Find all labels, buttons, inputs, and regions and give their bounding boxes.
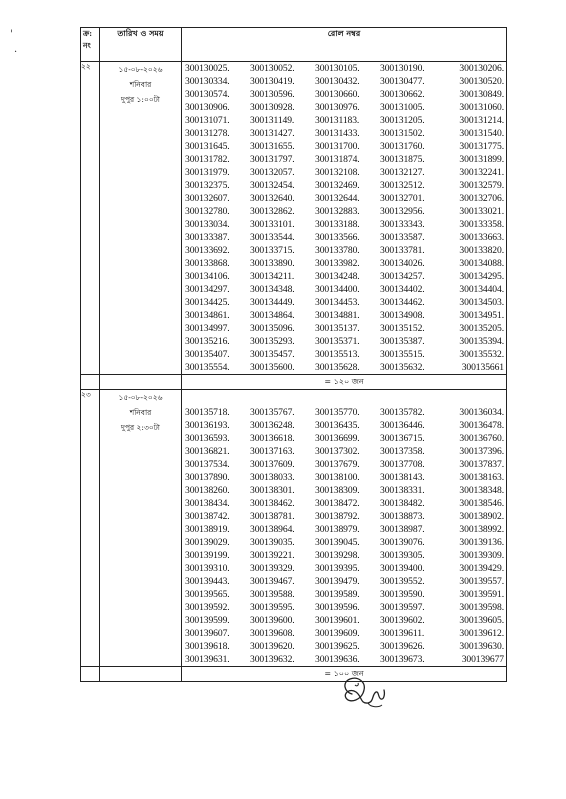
roll-number: 300132512.: [380, 180, 425, 191]
total-count: = ১০০ জন: [182, 667, 507, 682]
roll-number: 300131797.: [250, 154, 295, 165]
roll-number: 300139045.: [315, 537, 360, 548]
roll-number: 300139076.: [380, 537, 425, 548]
empty-cell: [81, 375, 100, 390]
roll-number: 300132701.: [380, 193, 425, 204]
roll-number: 300130334.: [185, 76, 230, 87]
roll-number: 300139609.: [315, 628, 360, 639]
roll-number: 300139677: [461, 654, 504, 665]
exam-datetime: [100, 390, 182, 667]
roll-number: 300131782.: [185, 154, 230, 165]
roll-number: 300138546.: [459, 498, 504, 509]
roll-number: 300130419.: [250, 76, 295, 87]
roll-number: 300135515.: [380, 349, 425, 360]
empty-cell: [100, 667, 182, 682]
roll-number: 300139310.: [185, 563, 230, 574]
scan-mark: ': [10, 29, 13, 40]
roll-number: 300139632.: [250, 654, 295, 665]
roll-number: 300139035.: [250, 537, 295, 548]
exam-time: দুপুর ১:০০টা: [121, 95, 160, 104]
roll-number: 300135513.: [315, 349, 360, 360]
roll-number: 300138919.: [185, 524, 230, 535]
roll-number: 300139443.: [185, 576, 230, 587]
table-header-row: [81, 28, 507, 62]
roll-number: 300133358.: [459, 219, 504, 230]
roll-number: 300136034.: [459, 407, 504, 418]
header-serial: ক্র: নং: [81, 28, 100, 62]
roll-number: 300139305.: [380, 550, 425, 561]
roll-number: 300136715.: [380, 433, 425, 444]
roll-number: 300139599.: [185, 615, 230, 626]
roll-number: 300133343.: [380, 219, 425, 230]
roll-number: 300131874.: [315, 154, 360, 165]
roll-number: 300132579.: [459, 180, 504, 191]
roll-number: 300137358.: [380, 446, 425, 457]
roll-number: 300130660.: [315, 89, 360, 100]
roll-number: 300135628.: [315, 362, 360, 373]
roll-number: 300137837.: [459, 459, 504, 470]
roll-number: 300136193.: [185, 420, 230, 431]
total-row: [81, 667, 507, 682]
roll-number: 300133034.: [185, 219, 230, 230]
roll-number: 300138979.: [315, 524, 360, 535]
roll-number: 300131149.: [250, 115, 295, 126]
roll-number: 300139600.: [250, 615, 295, 626]
roll-number: 300134295.: [459, 271, 504, 282]
roll-number: 300137708.: [380, 459, 425, 470]
roll-number: 300132644.: [315, 193, 360, 204]
roll-number: 300139029.: [185, 537, 230, 548]
roll-number: 300138964.: [250, 524, 295, 535]
roll-number: 300139618.: [185, 641, 230, 652]
roll-number: 300139673.: [380, 654, 425, 665]
roll-number: 300132862.: [250, 206, 295, 217]
exam-date: ১৫-০৮-২০২৬: [118, 65, 163, 74]
roll-number: 300139590.: [380, 589, 425, 600]
roll-number: 300131655.: [250, 141, 295, 152]
roll-number: 300131060.: [459, 102, 504, 113]
roll-number: 300139630.: [459, 641, 504, 652]
roll-number: 300134908.: [380, 310, 425, 321]
roll-number: 300133021.: [459, 206, 504, 217]
roll-number: 300135152.: [380, 323, 425, 334]
roll-number: 300139636.: [315, 654, 360, 665]
roll-number: 300134088.: [459, 258, 504, 269]
header-date-time: তারিখ ও সময়: [100, 28, 182, 62]
roll-number: 300130432.: [315, 76, 360, 87]
roll-number: 300134297.: [185, 284, 230, 295]
roll-number: 300138482.: [380, 498, 425, 509]
roll-number: 300134997.: [185, 323, 230, 334]
roll-number: 300136435.: [315, 420, 360, 431]
roll-number: 300139429.: [459, 563, 504, 574]
exam-time: দুপুর ২:৩০টা: [121, 423, 160, 432]
roll-number: 300131278.: [185, 128, 230, 139]
roll-number: 300138309.: [315, 485, 360, 496]
roll-number: 300132127.: [380, 167, 425, 178]
roll-number: 300131433.: [315, 128, 360, 139]
roll-number: 300136478.: [459, 420, 504, 431]
roll-number: 300138462.: [250, 498, 295, 509]
roll-number: 300130052.: [250, 63, 295, 74]
roll-number: 300138348.: [459, 485, 504, 496]
roll-number: 300133101.: [250, 219, 295, 230]
roll-number: 300138301.: [250, 485, 295, 496]
schedule-row: [81, 62, 507, 375]
row-serial: ২২: [81, 62, 100, 375]
roll-number: 300135096.: [250, 323, 295, 334]
roll-number: 300139221.: [250, 550, 295, 561]
empty-cell: [81, 667, 100, 682]
roll-number: 300132883.: [315, 206, 360, 217]
roll-number: 300130025.: [185, 63, 230, 74]
roll-number: 300135394.: [459, 336, 504, 347]
roll-number: 300137890.: [185, 472, 230, 483]
roll-number: 300134861.: [185, 310, 230, 321]
roll-number: 300132454.: [250, 180, 295, 191]
roll-number: 300139598.: [459, 602, 504, 613]
total-row: [81, 375, 507, 390]
roll-number: 300132057.: [250, 167, 295, 178]
roll-number: 300131645.: [185, 141, 230, 152]
roll-number: 300133188.: [315, 219, 360, 230]
roll-number: 300133982.: [315, 258, 360, 269]
roll-number: 300132241.: [459, 167, 504, 178]
roll-number: 300139588.: [250, 589, 295, 600]
roll-number: 300133692.: [185, 245, 230, 256]
roll-number: 300139565.: [185, 589, 230, 600]
roll-number: 300133780.: [315, 245, 360, 256]
roll-number: 300133890.: [250, 258, 295, 269]
roll-number: 300135216.: [185, 336, 230, 347]
empty-cell: [100, 375, 182, 390]
roll-number: 300133868.: [185, 258, 230, 269]
roll-number: 300135782.: [380, 407, 425, 418]
roll-number: 300131427.: [250, 128, 295, 139]
roll-number: 300131979.: [185, 167, 230, 178]
roll-number: 300138260.: [185, 485, 230, 496]
roll-grid: [182, 406, 506, 666]
roll-number: 300135387.: [380, 336, 425, 347]
roll-number: 300134348.: [250, 284, 295, 295]
roll-number: 300130976.: [315, 102, 360, 113]
roll-number: 300132780.: [185, 206, 230, 217]
roll-number: 300135137.: [315, 323, 360, 334]
roll-number: 300133781.: [380, 245, 425, 256]
exam-day: শনিবার: [129, 80, 152, 89]
roll-number: 300135407.: [185, 349, 230, 360]
roll-number: 300135371.: [315, 336, 360, 347]
roll-number: 300134503.: [459, 297, 504, 308]
roll-number: 300135718.: [185, 407, 230, 418]
roll-number: 300139631.: [185, 654, 230, 665]
roll-number: 300138143.: [380, 472, 425, 483]
roll-number: 300134400.: [315, 284, 360, 295]
roll-number: 300132375.: [185, 180, 230, 191]
roll-number: 300130105.: [315, 63, 360, 74]
roll-number: 300139591.: [459, 589, 504, 600]
roll-number: 300137302.: [315, 446, 360, 457]
roll-number: 300130928.: [250, 102, 295, 113]
roll-number: 300139552.: [380, 576, 425, 587]
roll-number: 300131205.: [380, 115, 425, 126]
roll-number: 300134425.: [185, 297, 230, 308]
roll-number: 300134026.: [380, 258, 425, 269]
roll-number: 300135632.: [380, 362, 425, 373]
roll-list-cell: [182, 390, 507, 667]
roll-number: 300139611.: [380, 628, 425, 639]
roll-number: 300136821.: [185, 446, 230, 457]
schedule-table: [80, 27, 507, 682]
roll-number: 300138742.: [185, 511, 230, 522]
roll-number: 300134248.: [315, 271, 360, 282]
roll-number: 300134462.: [380, 297, 425, 308]
roll-number: 300139620.: [250, 641, 295, 652]
roll-number: 300138873.: [380, 511, 425, 522]
roll-number: 300139596.: [315, 602, 360, 613]
roll-number: 300133715.: [250, 245, 295, 256]
roll-number: 300131071.: [185, 115, 230, 126]
total-count: = ১২০ জন: [182, 375, 507, 390]
roll-number: 300139557.: [459, 576, 504, 587]
roll-number: 300135600.: [250, 362, 295, 373]
roll-number: 300130206.: [459, 63, 504, 74]
roll-number: 300135767.: [250, 407, 295, 418]
roll-number: 300132706.: [459, 193, 504, 204]
roll-number: 300134951.: [459, 310, 504, 321]
roll-number: 300133663.: [459, 232, 504, 243]
roll-number: 300136699.: [315, 433, 360, 444]
roll-number: 300139479.: [315, 576, 360, 587]
signature: [338, 672, 388, 710]
roll-number: 300131899.: [459, 154, 504, 165]
roll-number: 300135554.: [185, 362, 230, 373]
roll-number: 300138434.: [185, 498, 230, 509]
roll-number: 300132640.: [250, 193, 295, 204]
roll-number: 300139602.: [380, 615, 425, 626]
roll-number: 300130596.: [250, 89, 295, 100]
roll-number: 300134453.: [315, 297, 360, 308]
roll-number: 300139607.: [185, 628, 230, 639]
roll-number: 300139601.: [315, 615, 360, 626]
roll-number: 300136446.: [380, 420, 425, 431]
roll-number: 300139395.: [315, 563, 360, 574]
roll-number: 300130849.: [459, 89, 504, 100]
roll-number: 300133820.: [459, 245, 504, 256]
roll-number: 300133387.: [185, 232, 230, 243]
scan-mark: ·: [14, 47, 18, 58]
roll-number: 300132469.: [315, 180, 360, 191]
exam-date: ১৫-০৮-২০২৬: [118, 393, 163, 402]
roll-number: 300131760.: [380, 141, 425, 152]
roll-number: 300134404.: [459, 284, 504, 295]
roll-number: 300131775.: [459, 141, 504, 152]
roll-number: 300139605.: [459, 615, 504, 626]
roll-number: 300135293.: [250, 336, 295, 347]
exam-day: শনিবার: [129, 408, 152, 417]
roll-number: 300130190.: [380, 63, 425, 74]
roll-number: 300131214.: [459, 115, 504, 126]
roll-number: 300138781.: [250, 511, 295, 522]
roll-number: 300136760.: [459, 433, 504, 444]
roll-number: 300130520.: [459, 76, 504, 87]
roll-number: 300134449.: [250, 297, 295, 308]
roll-number: 300131875.: [380, 154, 425, 165]
roll-number: 300131005.: [380, 102, 425, 113]
roll-number: 300130477.: [380, 76, 425, 87]
roll-number: 300138902.: [459, 511, 504, 522]
roll-number: 300139626.: [380, 641, 425, 652]
roll-number: 300134881.: [315, 310, 360, 321]
roll-number: 300139329.: [250, 563, 295, 574]
roll-grid: [182, 62, 506, 374]
roll-number: 300137396.: [459, 446, 504, 457]
roll-number: 300131183.: [315, 115, 360, 126]
roll-number: 300133566.: [315, 232, 360, 243]
roll-number: 300133544.: [250, 232, 295, 243]
roll-number: 300134402.: [380, 284, 425, 295]
roll-number: 300139309.: [459, 550, 504, 561]
roll-number: 300138163.: [459, 472, 504, 483]
roll-number: 300133587.: [380, 232, 425, 243]
roll-number: 300136618.: [250, 433, 295, 444]
roll-number: 300138987.: [380, 524, 425, 535]
roll-number: 300131700.: [315, 141, 360, 152]
roll-number: 300135770.: [315, 407, 360, 418]
roll-number: 300134864.: [250, 310, 295, 321]
roll-number: 300130662.: [380, 89, 425, 100]
roll-number: 300137534.: [185, 459, 230, 470]
roll-number: 300130574.: [185, 89, 230, 100]
roll-number: 300139625.: [315, 641, 360, 652]
roll-number: 300139467.: [250, 576, 295, 587]
roll-number: 300138792.: [315, 511, 360, 522]
roll-number: 300131502.: [380, 128, 425, 139]
roll-number: 300135532.: [459, 349, 504, 360]
roll-number: 300134257.: [380, 271, 425, 282]
roll-number: 300139597.: [380, 602, 425, 613]
roll-number: 300131540.: [459, 128, 504, 139]
roll-number: 300139400.: [380, 563, 425, 574]
roll-number: 300139298.: [315, 550, 360, 561]
roll-number: 300137609.: [250, 459, 295, 470]
roll-number: 300138992.: [459, 524, 504, 535]
roll-number: 300132108.: [315, 167, 360, 178]
roll-number: 300136248.: [250, 420, 295, 431]
roll-number: 300134211.: [250, 271, 295, 282]
roll-number: 300138331.: [380, 485, 425, 496]
exam-datetime: [100, 62, 182, 375]
roll-number: 300138033.: [250, 472, 295, 483]
roll-list-cell: [182, 62, 507, 375]
roll-number: 300137679.: [315, 459, 360, 470]
roll-number: 300132956.: [380, 206, 425, 217]
roll-number: 300136593.: [185, 433, 230, 444]
roll-number: 300135661: [461, 362, 504, 373]
roll-number: 300139612.: [459, 628, 504, 639]
roll-number: 300139592.: [185, 602, 230, 613]
schedule-row: [81, 390, 507, 667]
roll-number: 300135457.: [250, 349, 295, 360]
roll-number: 300138100.: [315, 472, 360, 483]
header-roll-numbers: রোল নম্বর: [182, 28, 507, 62]
roll-number: 300138472.: [315, 498, 360, 509]
roll-number: 300139589.: [315, 589, 360, 600]
roll-number: 300137163.: [250, 446, 295, 457]
roll-number: 300135205.: [459, 323, 504, 334]
roll-number: 300139136.: [459, 537, 504, 548]
roll-number: 300132607.: [185, 193, 230, 204]
roll-number: 300139595.: [250, 602, 295, 613]
roll-number: 300130906.: [185, 102, 230, 113]
row-serial: ২৩: [81, 390, 100, 667]
roll-number: 300134106.: [185, 271, 230, 282]
roll-number: 300139199.: [185, 550, 230, 561]
roll-number: 300139608.: [250, 628, 295, 639]
